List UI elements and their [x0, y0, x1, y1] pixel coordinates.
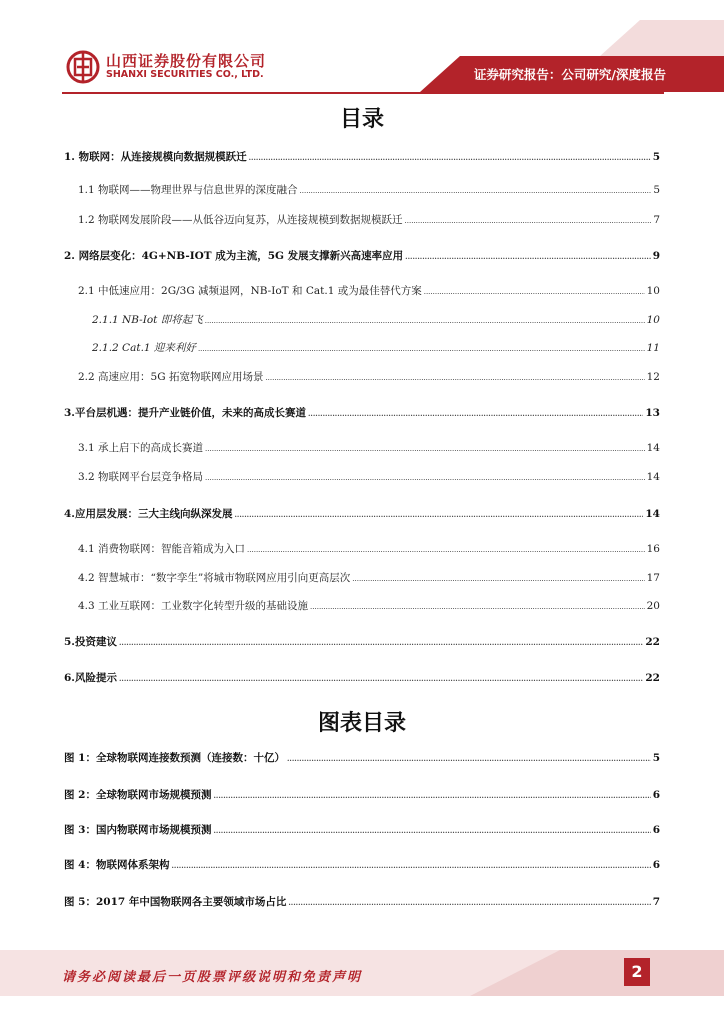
dot-leader	[300, 187, 652, 195]
toc-entry-text: 3.2 物联网平台层竞争格局	[78, 471, 204, 483]
toc-entry-page: 20	[646, 600, 660, 612]
toc-entry-text: 4.2 智慧城市：“数字孪生”将城市物联网应用引向更高层次	[78, 572, 351, 584]
toc-entry-text: 1.2 物联网发展阶段——从低谷迈向复苏，从连接规模到数据规模跃迁	[78, 214, 403, 226]
toc-entry-page: 14	[646, 471, 660, 483]
dot-leader	[288, 898, 650, 907]
toc-entry-page: 14	[645, 508, 660, 520]
figure-entry-page: 6	[652, 859, 660, 871]
dot-leader	[119, 638, 643, 647]
page-header	[0, 0, 724, 92]
toc-entry[interactable]	[64, 369, 660, 387]
dot-leader	[213, 826, 650, 835]
dot-leader	[249, 153, 651, 162]
toc-entry[interactable]	[64, 440, 660, 458]
toc-entry[interactable]	[64, 283, 660, 301]
toc-entry[interactable]	[64, 312, 660, 330]
figure-entry-page: 7	[652, 896, 660, 908]
toc-entry[interactable]	[64, 182, 660, 200]
toc-entry-page: 22	[645, 636, 660, 648]
dot-leader	[308, 409, 643, 418]
dot-leader	[424, 288, 645, 296]
toc-entry-text: 2. 网络层变化：4G+NB-IOT 成为主流，5G 发展支撑新兴高速率应用	[64, 250, 404, 262]
figure-entry-page: 6	[652, 824, 660, 836]
toc-entry-text: 2.1.1 NB-Iot 即将起飞	[92, 314, 203, 326]
toc-entry-page: 10	[646, 314, 660, 326]
company-name-cn: 山西证券股份有限公司	[106, 52, 267, 70]
disclaimer-text: 请务必阅读最后一页股票评级说明和免责声明	[62, 970, 363, 985]
dot-leader	[310, 603, 645, 611]
toc-entry-page: 12	[646, 371, 660, 383]
figure-entry[interactable]	[64, 787, 660, 805]
dot-leader	[205, 317, 645, 325]
toc-entry[interactable]	[64, 506, 660, 524]
toc-entry-text: 1.1 物联网——物理世界与信息世界的深度融合	[78, 184, 298, 196]
toc-entry[interactable]	[64, 634, 660, 652]
dot-leader	[247, 546, 645, 554]
figure-entry-text: 图 2：全球物联网市场规模预测	[64, 789, 212, 801]
toc-entry-page: 10	[646, 285, 660, 297]
toc-entry-page: 16	[646, 543, 660, 555]
toc-entry-page: 14	[646, 442, 660, 454]
toc-entry-text: 2.2 高速应用：5G 拓宽物联网应用场景	[78, 371, 264, 383]
report-type-label: 证券研究报告：公司研究/深度报告	[473, 67, 666, 82]
figures-title: 图表目录	[317, 711, 406, 736]
company-logo-icon	[66, 50, 100, 84]
toc-entry-text: 1. 物联网：从连接规模向数据规模跃迁	[64, 151, 247, 163]
toc-entry-page: 5	[652, 151, 660, 163]
toc-entry-page: 9	[652, 250, 660, 262]
toc-title: 目录	[339, 107, 384, 132]
toc-entry-page: 22	[645, 672, 660, 684]
figure-entry[interactable]	[64, 750, 660, 768]
dot-leader	[234, 510, 643, 519]
toc-entry[interactable]	[64, 405, 660, 423]
figure-entry[interactable]	[64, 822, 660, 840]
dot-leader	[287, 754, 651, 763]
toc-entry-text: 6.风险提示	[64, 672, 117, 684]
dot-leader	[171, 861, 650, 870]
toc-entry[interactable]	[64, 469, 660, 487]
figure-entry-text: 图 5：2017 年中国物联网各主要领域市场占比	[64, 896, 287, 908]
toc-entry-text: 4.3 工业互联网：工业数字化转型升级的基础设施	[78, 600, 309, 612]
toc-entry-text: 4.应用层发展：三大主线向纵深发展	[64, 508, 233, 520]
page-number: 2	[624, 958, 650, 986]
header-divider	[62, 92, 664, 94]
toc-entry-page: 5	[653, 184, 660, 196]
dot-leader	[205, 474, 645, 482]
toc-entry[interactable]	[64, 340, 660, 358]
toc-entry-text: 3.平台层机遇：提升产业链价值，未来的高成长赛道	[64, 407, 306, 419]
dot-leader	[119, 674, 643, 683]
toc-entry-text: 2.1.2 Cat.1 迎来利好	[92, 342, 196, 354]
figure-entry[interactable]	[64, 894, 660, 912]
toc-entry-page: 7	[653, 214, 660, 226]
toc-entry-text: 2.1 中低速应用：2G/3G 减频退网，NB-IoT 和 Cat.1 或为最佳替代方案	[78, 285, 422, 297]
figure-entry[interactable]	[64, 857, 660, 875]
dot-leader	[265, 374, 644, 382]
figure-entry-text: 图 3：国内物联网市场规模预测	[64, 824, 212, 836]
dot-leader	[213, 791, 650, 800]
toc-entry-text: 5.投资建议	[64, 636, 117, 648]
toc-entry[interactable]	[64, 212, 660, 230]
toc-entry[interactable]	[64, 670, 660, 688]
toc-entry[interactable]	[64, 570, 660, 588]
dot-leader	[405, 252, 651, 261]
dot-leader	[205, 445, 645, 453]
company-name-en: SHANXI SECURITIES CO., LTD.	[106, 69, 264, 80]
toc-entry-page: 17	[646, 572, 660, 584]
page-footer	[0, 946, 724, 996]
figure-entry-text: 图 1：全球物联网连接数预测（连接数：十亿）	[64, 752, 285, 764]
toc-entry[interactable]	[64, 149, 660, 167]
toc-entry-page: 11	[646, 342, 660, 354]
toc-entry[interactable]	[64, 248, 660, 266]
figure-entry-text: 图 4：物联网体系架构	[64, 859, 170, 871]
dot-leader	[352, 575, 644, 583]
dot-leader	[198, 345, 645, 353]
figure-entry-page: 6	[652, 789, 660, 801]
toc-entry-text: 3.1 承上启下的高成长赛道	[78, 442, 204, 454]
toc-entry[interactable]	[64, 598, 660, 616]
toc-entry-page: 13	[645, 407, 660, 419]
toc-entry-text: 4.1 消费物联网：智能音箱成为入口	[78, 543, 246, 555]
figure-entry-page: 5	[652, 752, 660, 764]
dot-leader	[405, 217, 652, 225]
toc-entry[interactable]	[64, 541, 660, 559]
